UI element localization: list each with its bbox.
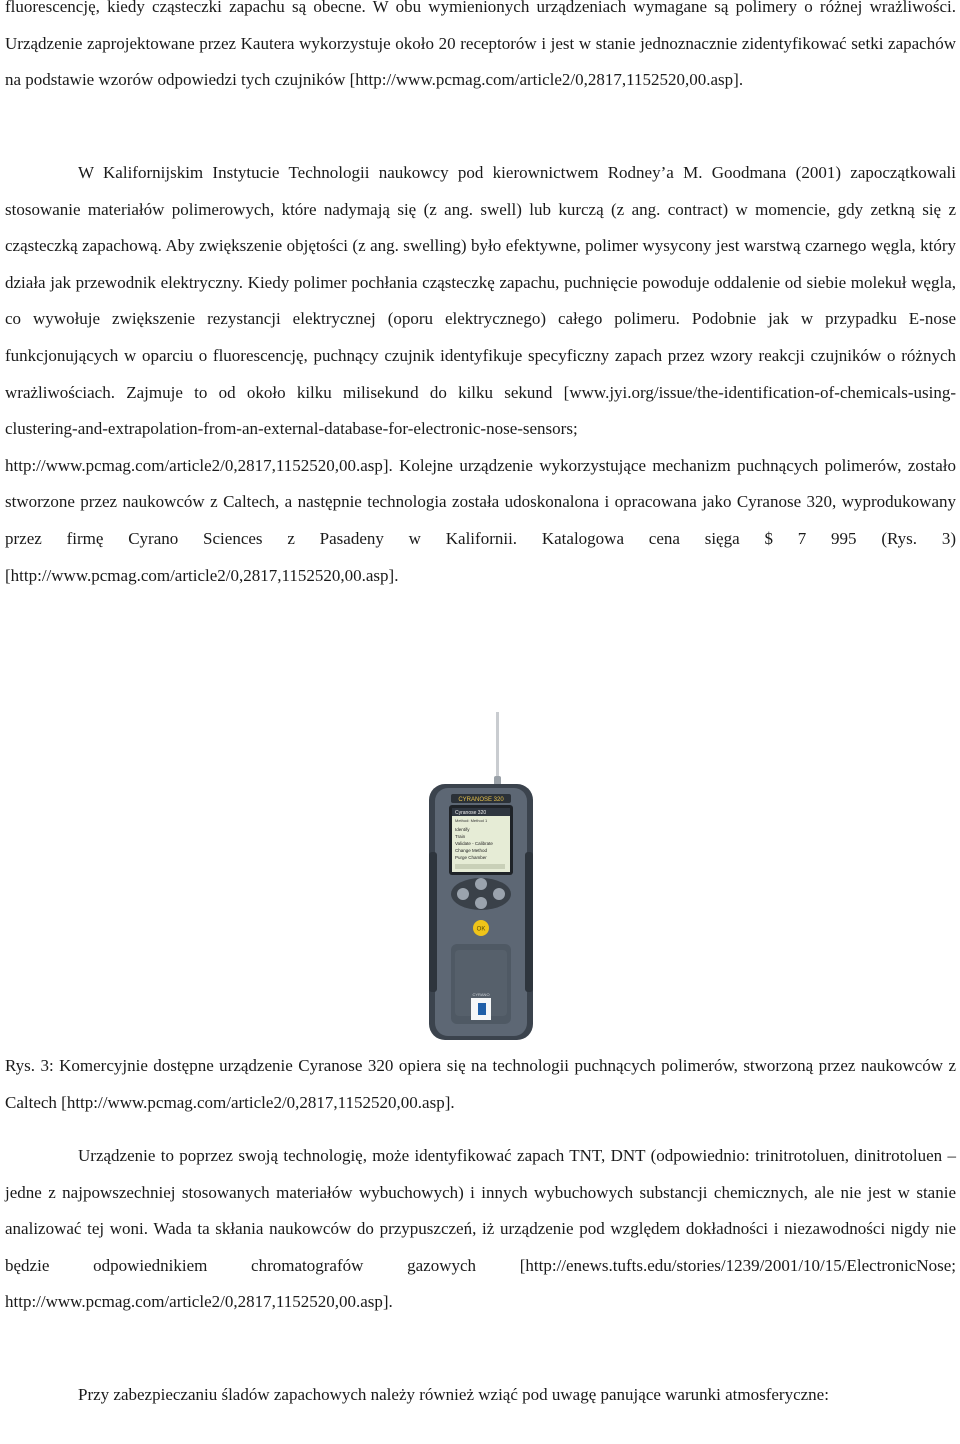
paragraph-atmospheric: Przy zabezpieczaniu śladów zapachowych należy również wziąć pod uwagę panujące warunki atmosferyczne:	[78, 1385, 829, 1404]
right-key-icon	[493, 888, 505, 900]
ok-button-label: OK	[476, 926, 486, 933]
paragraph-tnt-dnt: Urządzenie to poprzez swoją technologię, może identyfikować zapach TNT, DNT (odpowiednio: trinitrotoluen, dinitrotoluen – jedne z najpowszechniej stosowanych materiałów wybuchowych) i innych wybuchowych substancji chemicznych, ale nie jest w stanie analizować tej woni. Wada ta skłania naukowców do przypuszczeń, iż urządzenie pod względem dokładności i niezawodności nigdy nie będzie odpowiednikiem chromatografów gazowych [http://enews.tufts.edu/stories/1239/2001/10/15/ElectronicNose; http://www.pcmag.com/article2/0,2817,1152520,00.asp].	[5, 1146, 956, 1312]
down-key-icon	[475, 897, 487, 909]
screen-menu-item: Identify	[455, 827, 470, 832]
cyranose-device-illustration	[425, 712, 537, 1042]
screen-title: Cyranose 320	[455, 810, 487, 816]
up-key-icon	[475, 878, 487, 890]
screen-menu-item: Change Method	[455, 848, 488, 853]
screen-menu-item: Validate - Calibrate	[455, 841, 493, 846]
figure-caption: Rys. 3: Komercyjnie dostępne urządzenie Cyranose 320 opiera się na technologii puchnących polimerów, stworzoną przez naukowców z Caltech [http://www.pcmag.com/article2/0,2817,1152520,00.asp].	[5, 1056, 956, 1112]
device-brand-label: CYRANOSE 320	[458, 797, 504, 803]
probe-antenna	[496, 712, 499, 784]
screen-menu-item: Train	[455, 834, 466, 839]
left-key-icon	[457, 888, 469, 900]
screen-menu-item: Purge Chamber	[455, 855, 487, 860]
paragraph-caltech: W Kalifornijskim Instytucie Technologii naukowcy pod kierownictwem Rodney’a M. Goodmana (2001) zapoczątkowali stosowanie materiałów polimerowych, które nadymają się (z ang. swell) lub kurczą (z ang. contract) w momencie, gdy zetkną się z cząsteczką zapachową. Aby zwiększenie objętości (z ang. swelling) było efektywne, polimer wysycony jest warstwą czarnego węgla, który działa jak przewodnik elektryczny. Kiedy polimer pochłania cząsteczkę zapachu, puchnięcie powoduje oddalenie od siebie molekuł węgla, co wywołuje zwiększenie rezystancji elektrycznej (oporu elektrycznego) całego polimeru. Podobnie jak w przypadku E-nose funkcjonujących w oparciu o fluorescencję, puchnący czujnik identyfikuje specyficzny zapach przez wzory reakcji czujników o różnych wrażliwościach. Zajmuje to od około kilku milisekund do kilku sekund [www.jyi.org/issue/the-identification-of-chemicals-using-clustering-and-extrapolation-from-an-external-database-for-electronic-nose-sensors; http://www.pcmag.com/article2/0,2817,1152520,00.asp]. Kolejne urządzenie wykorzystujące mechanizm puchnących polimerów, zostało stworzone przez naukowców z Caltech, a następnie technologia została udoskonalona i opracowana jako Cyranose 320, wyprodukowany przez firmę Cyrano Sciences z Pasadeny w Kalifornii. Katalogowa cena sięga $ 7 995 (Rys. 3) [http://www.pcmag.com/article2/0,2817,1152520,00.asp].	[5, 163, 956, 585]
cyranose-device-figure	[425, 712, 537, 1042]
device-footer-label: CYRANO	[472, 992, 490, 997]
screen-subtitle: Method: Method 1	[455, 818, 488, 823]
paragraph-continued: fluorescencję, kiedy cząsteczki zapachu są obecne. W obu wymienionych urządzeniach wymagane są polimery o różnej wrażliwości. Urządzenie zaprojektowane przez Kautera wykorzystuje około 20 receptorów i jest w stanie jednoznacznie zidentyfikować setki zapachów na podstawie wzorów odpowiedzi tych czujników [http://www.pcmag.com/article2/0,2817,1152520,00.asp].	[5, 0, 956, 90]
cyrano-logo-icon	[478, 1003, 486, 1015]
